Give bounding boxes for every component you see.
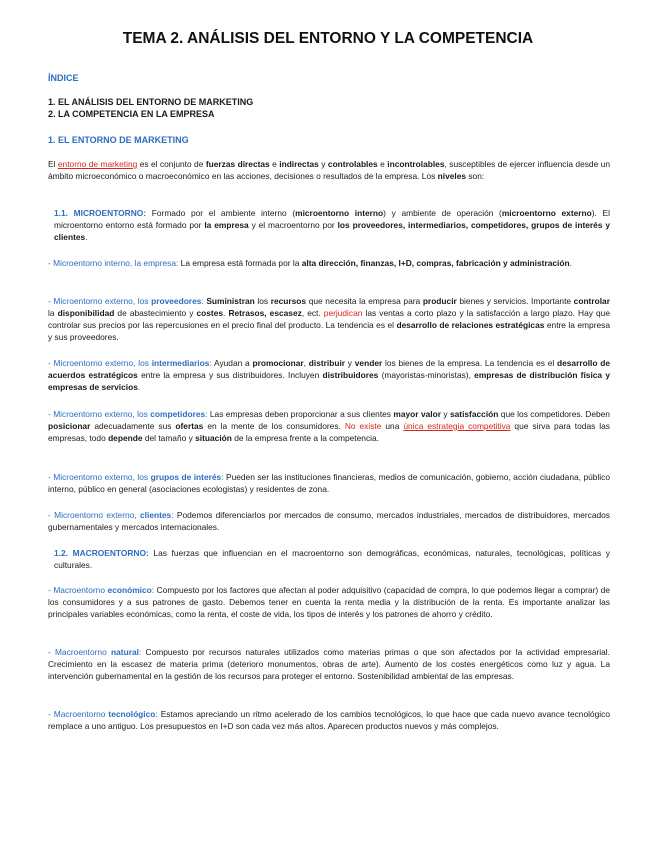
proveedores-paragraph: - Microentorno externo, los proveedores: Suministran los recursos que necesita la empresa para producir bienes y servicios. Importante controlar la disponibilidad de abastecimiento y costes. Retrasos, escasez, ect. perjudican las ventas a corto plazo y la satisfacción a largo plazo. Hay que controlar sus precios por las repercusiones en el precio final del producto. La tendencia es el desarrollo de relaciones estratégicas entre la empresa y sus proveedores.: [48, 296, 610, 342]
economico-paragraph: - Macroentorno económico: Compuesto por los factores que afectan al poder adquisitivo (capacidad de compra, lo que podemos llegar a comprar) de los consumidores y a sus patrones de gasto. Debemos tener en cuenta la renta media y la distribución de la renta. Es importante analizar las principales variables económicas, como la renta, el coste de vida, los tipos de interés y los patrones de ahorro y crédito.: [48, 585, 610, 619]
macroentorno-heading: 1.2. MACROENTORNO:: [54, 548, 149, 558]
index-heading: ÍNDICE: [48, 73, 79, 83]
natural-paragraph: - Macroentorno natural: Compuesto por recursos naturales utilizados como materias primas o que son afectados por la actividad empresarial. Crecimiento en la escasez de materia prima (deterioro monumentos, obras de arte). Aumento de los costes energéticos como luz y agua. La intervención gubernamental en la gestión de los recursos para proteger el entorno. Sostenibilidad ambiental de las empresas.: [48, 647, 610, 681]
grupos-paragraph: - Microentorno externo, los grupos de interés: Pueden ser las instituciones financieras, medios de comunicación, gobierno, acción ciudadana, público interno, público en general (asociaciones ecologistas) y residentes de zona.: [48, 472, 610, 494]
section-heading: 1. EL ENTORNO DE MARKETING: [48, 135, 189, 145]
index-item[interactable]: 1. EL ANÁLISIS DEL ENTORNO DE MARKETING: [48, 97, 254, 107]
index-item[interactable]: 2. LA COMPETENCIA EN LA EMPRESA: [48, 108, 215, 119]
clientes-paragraph: - Microentorno externo, clientes: Podemos diferenciarlos por mercados de consumo, mercados industriales, mercados de distribuidores, mercados gubernamentales y mercados internacionales.: [48, 510, 610, 532]
page-title: TEMA 2. ANÁLISIS DEL ENTORNO Y LA COMPETENCIA: [122, 30, 534, 47]
microentorno-paragraph: 1.1. MICROENTORNO: Formado por el ambiente interno (microentorno interno) y ambiente de operación (microentorno externo). El microentorno entorno está formado por la empresa y el macroentorno por los proveedores, intermediarios, competidores, grupos de interés y clientes.: [54, 208, 611, 242]
intro-paragraph: El entorno de marketing es el conjunto de fuerzas directas e indirectas y controlables e incontrolables, susceptibles de ejercer influencia desde un ámbito microeconómico o macroeconómico en las acciones, decisiones o resultados de la empresa. Los niveles son:: [48, 159, 610, 181]
index-list: [48, 97, 610, 121]
microentorno-heading: 1.1. MICROENTORNO:: [54, 208, 147, 218]
tecnologico-paragraph: - Macroentorno tecnológico: Estamos apreciando un ritmo acelerado de los cambios tecnológicos, lo que hace que cada nuevo avance tecnológico remplace a uno antiguo. Los presupuestos en I+D son cada vez más altos. Aparecen productos nuevos y más complejos.: [48, 709, 610, 731]
macroentorno-paragraph: 1.2. MACROENTORNO: Las fuerzas que influencian en el macroentorno son demográficas, económicas, naturales, tecnológicas, políticas y culturales.: [54, 548, 610, 570]
competidores-paragraph: - Microentorno externo, los competidores: Las empresas deben proporcionar a sus clientes mayor valor y satisfacción que los competidores. Deben posicionar adecuadamente sus ofertas en la mente de los consumidores. No existe una única estrategia competitiva que sirva para todas las empresas, todo depende del tamaño y situación de la empresa frente a la competencia.: [48, 409, 610, 443]
empresa-paragraph: - Microentorno interno, la empresa: La empresa está formada por la alta dirección, finanzas, I+D, compras, fabricación y administración.: [48, 258, 572, 268]
intermediarios-paragraph: - Microentorno externo, los intermediarios: Ayudan a promocionar, distribuir y vender los bienes de la empresa. La tendencia es el desarrollo de acuerdos estratégicos entre la empresa y sus distribuidores. Incluyen distribuidores (mayoristas-minoristas), empresas de distribución física y empresas de servicios.: [48, 358, 611, 392]
